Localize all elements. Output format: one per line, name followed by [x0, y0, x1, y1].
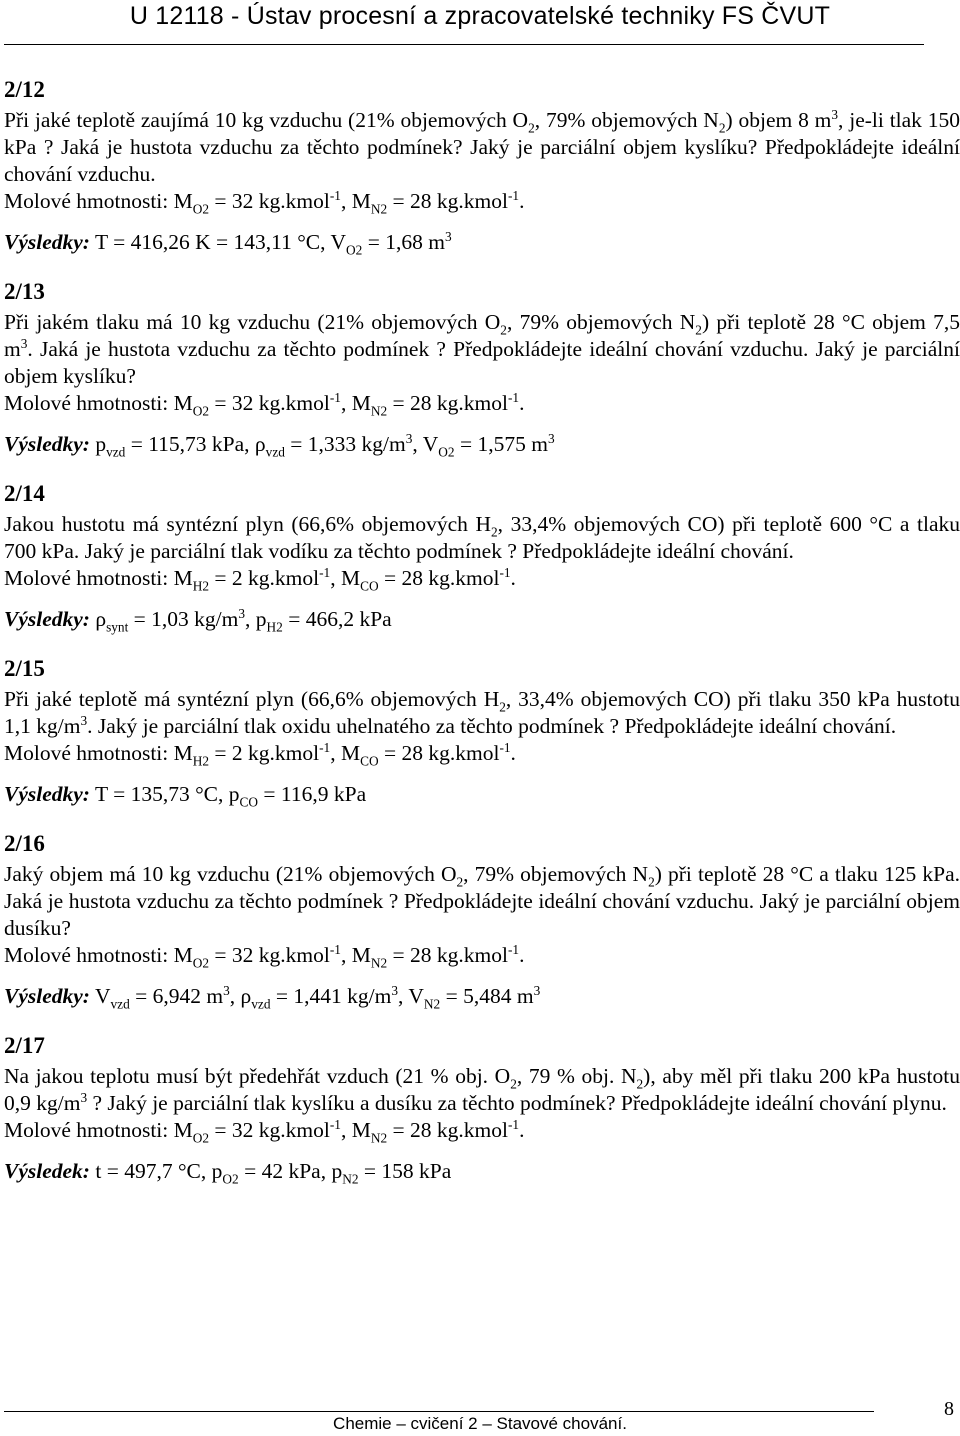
result-label: Výsledek: [4, 1159, 90, 1183]
exercise-result [4, 229, 960, 256]
exercise-text: Jakou hustotu má syntézní plyn (66,6% objemových $H_2$, 33,4% objemových CO) při teplotě 600 °C a tlaku 700 kPa. Jaký je parciální tlak vodíku za těchto podmínek ? Předpokládejte ideální chování. [4, 512, 960, 563]
exercise-2-17 [4, 1032, 960, 1185]
molar-masses: Molové hmotnosti: $M_{O2} = 32$ kg.kmol$^{-1}$, $M_{N2} = 28$ kg.kmol$^{-1}$. [4, 1116, 525, 1146]
result-value: T = 135,73 °C, $p_{CO} = 116,9$ kPa [94, 782, 367, 810]
exercise-number: 2/12 [4, 77, 45, 102]
molar-masses: Molové hmotnosti: $M_{O2} = 32$ kg.kmol$^{-1}$, $M_{N2} = 28$ kg.kmol$^{-1}$. [4, 941, 525, 971]
exercise-2-15 [4, 655, 960, 808]
exercise-list [4, 76, 960, 1207]
molar-masses: Molové hmotnosti: $M_{O2} = 32$ kg.kmol$^{-1}$, $M_{N2} = 28$ kg.kmol$^{-1}$. [4, 187, 525, 217]
result-label: Výsledky: [4, 782, 90, 806]
header-rule [4, 44, 924, 45]
exercise-text: Na jakou teplotu musí být předehřát vzduch (21 % obj. $O_2$, 79 % obj. $N_2$), aby měl při tlaku 200 kPa hustotu 0,9 $kg/m^3$ ? Jaký je parciální tlak kyslíku a dusíku za těchto podmínek? Předpokládejte ideální chování plynu. [4, 1064, 960, 1115]
exercise-number: 2/16 [4, 831, 45, 856]
result-value: $\rho_{synt} = 1,03$ $kg/m^3$, $p_{H2} = 466,2$ kPa [95, 605, 392, 635]
page-number: 8 [944, 1398, 954, 1420]
page-header: U 12118 - Ústav procesní a zpracovatelské techniky FS ČVUT [129, 2, 831, 30]
exercise-number: 2/13 [4, 279, 45, 304]
footer-rule [4, 1411, 874, 1412]
exercises-container [4, 76, 960, 1185]
exercise-text: Při jaké teplotě má syntézní plyn (66,6% objemových $H_2$, 33,4% objemových CO) při tlaku 350 kPa hustotu 1,1 $kg/m^3$. Jaký je parciální tlak oxidu uhelnatého za těchto podmínek ? Předpokládejte ideální chování. [4, 687, 960, 738]
exercise-result [4, 606, 960, 633]
molar-masses: Molové hmotnosti: $M_{O2} = 32$ kg.kmol$^{-1}$, $M_{N2} = 28$ kg.kmol$^{-1}$. [4, 389, 525, 419]
molar-masses: Molové hmotnosti: $M_{H2} = 2$ kg.kmol$^{-1}$, $M_{CO} = 28$ kg.kmol$^{-1}$. [4, 564, 516, 594]
result-value: t = 497,7 °C, $p_{O2} = 42$ kPa, $p_{N2} = 158$ kPa [95, 1159, 452, 1187]
exercise-text: Při jaké teplotě zaujímá 10 kg vzduchu (21% objemových $O_2$, 79% objemových $N_2$) objem 8 $m^3$, je-li tlak 150 kPa ? Jaká je hustota vzduchu za těchto podmínek? Jaký je parciální objem kyslíku? Předpokládejte ideální chování vzduchu. [4, 106, 960, 186]
result-value: $V_{vzd} = 6,942$ $m^3$, $\rho_{vzd} = 1,441$ $kg/m^3$, $V_{N2} = 5,484$ $m^3$ [94, 982, 541, 1012]
exercise-text: Při jakém tlaku má 10 kg vzduchu (21% objemových $O_2$, 79% objemových $N_2$) při teplotě 28 °C objem 7,5 $m^3$. Jaká je hustota vzduchu za těchto podmínek ? Předpokládejte ideální chování vzduchu. Jaký je parciální objem kyslíku? [4, 310, 960, 388]
exercise-2-13 [4, 278, 960, 458]
exercise-number: 2/17 [4, 1033, 45, 1058]
exercise-text: Jaký objem má 10 kg vzduchu (21% objemových $O_2$, 79% objemových $N_2$) při teplotě 28 °C a tlaku 125 kPa. Jaká je hustota vzduchu za těchto podmínek ? Předpokládejte ideální chování vzduchu. Jaký je parciální objem dusíku? [4, 862, 960, 940]
exercise-number: 2/15 [4, 656, 45, 681]
exercise-result [4, 781, 960, 808]
exercise-result [4, 431, 960, 458]
result-value: $p_{vzd} = 115,73$ kPa, $\rho_{vzd} = 1,333$ $kg/m^3$, $V_{O2} = 1,575$ $m^3$ [95, 430, 555, 460]
result-label: Výsledky: [4, 607, 90, 631]
result-label: Výsledky: [4, 230, 90, 254]
exercise-result [4, 983, 960, 1010]
result-label: Výsledky: [4, 432, 90, 456]
result-label: Výsledky: [4, 984, 90, 1008]
exercise-number: 2/14 [4, 481, 45, 506]
result-value: T = 416,26 K = 143,11 °C, $V_{O2} = 1,68$ $m^3$ [94, 228, 452, 258]
exercise-2-16 [4, 830, 960, 1010]
page-footer: Chemie – cvičení 2 – Stavové chování. [333, 1414, 627, 1433]
molar-masses: Molové hmotnosti: $M_{H2} = 2$ kg.kmol$^{-1}$, $M_{CO} = 28$ kg.kmol$^{-1}$. [4, 739, 516, 769]
exercise-2-14 [4, 480, 960, 633]
exercise-result [4, 1158, 960, 1185]
exercise-2-12 [4, 76, 960, 256]
